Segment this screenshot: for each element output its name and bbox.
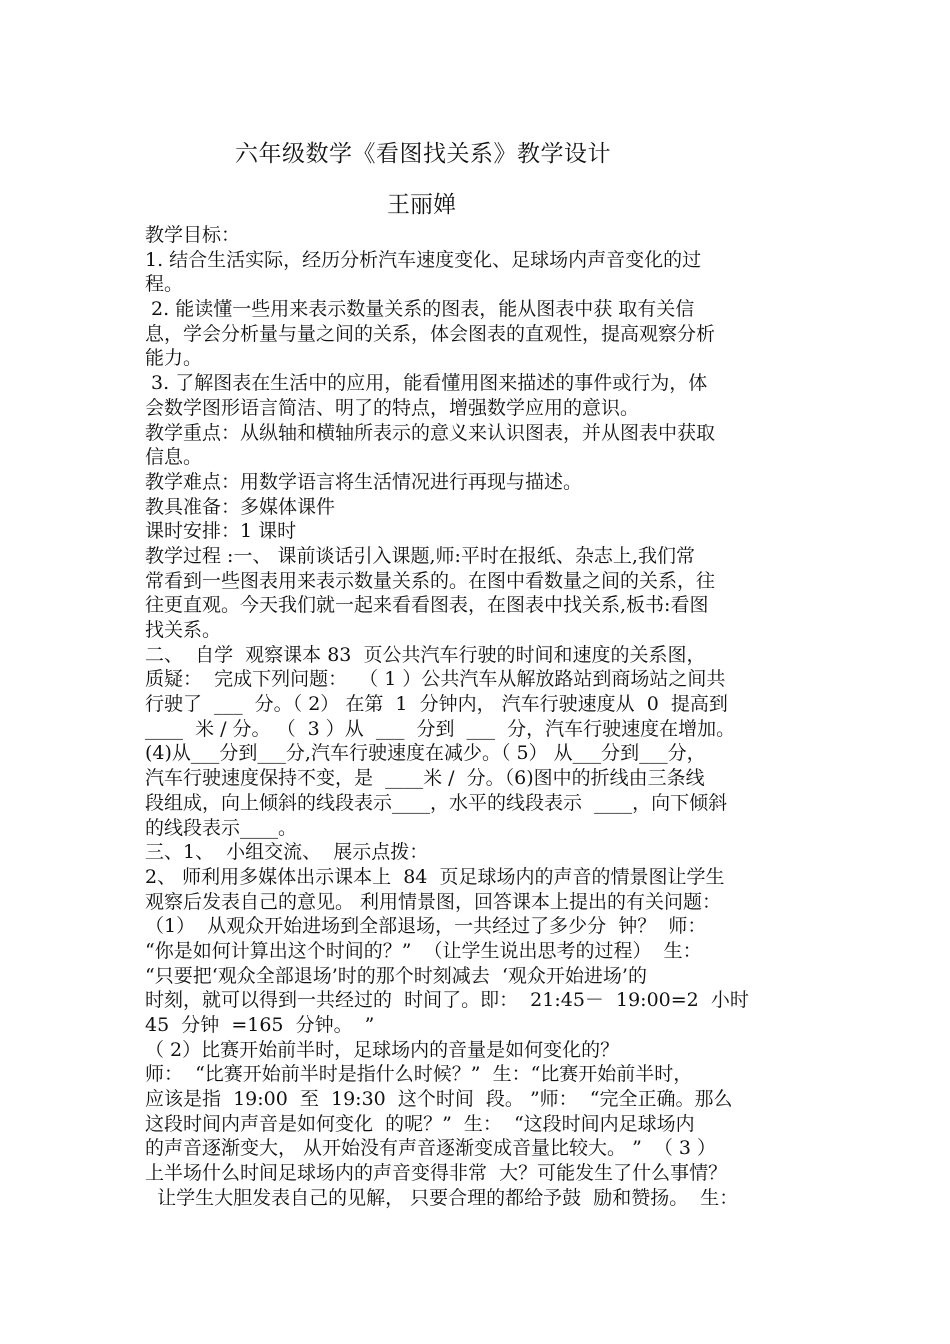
body-text-line: 时刻，就可以得到一共经过的 时间了。即： 21:45－ 19:00=2 小时 xyxy=(145,989,749,1012)
body-text-line: “你是如何计算出这个时间的？” （让学生说出思考的过程） 生： xyxy=(145,939,702,962)
body-text-line: 上半场什么时间足球场内的声音变得非常 大？可能发生了什么事情？ xyxy=(145,1162,728,1185)
body-text-line: （ 2）比赛开始前半时，足球场内的音量是如何变化的？ xyxy=(145,1038,620,1061)
body-text-line: 45 分钟 =165 分钟。 ” xyxy=(145,1014,375,1036)
body-text-line: 常看到一些图表用来表示数量关系的。在图中看数量之间的关系，往 xyxy=(145,569,716,592)
body-text-line: 教学目标： xyxy=(145,224,241,246)
body-text-line: 找关系。 xyxy=(145,619,222,641)
body-text-line: 汽车行驶速度保持不变，是 ____米 / 分。（6)图中的折线由三条线 xyxy=(145,767,705,790)
body-text-line: 段组成，向上倾斜的线段表示____，水平的线段表示 ____，向下倾斜 xyxy=(145,791,728,814)
body-text-line: 1. 结合生活实际，经历分析汽车速度变化、足球场内声音变化的过 xyxy=(145,248,702,271)
body-text-line: 信息。 xyxy=(145,446,203,469)
body-text-line: 息，学会分析量与量之间的关系，体会图表的直观性，提高观察分析 xyxy=(145,322,716,345)
body-text-line: 教具准备：多媒体课件 xyxy=(145,495,336,518)
body-text-line: 教学过程 :一、 课前谈话引入课题,师:平时在报纸、杂志上,我们常 xyxy=(145,544,695,567)
body-text-line: （1） 从观众开始进场到全部退场，一共经过了多少分 钟？ 师： xyxy=(145,915,707,938)
body-text-line: 让学生大胆发表自己的见解， 只要合理的都给予鼓 励和赞扬。 生： xyxy=(145,1186,739,1209)
document-author: 王丽婵 xyxy=(387,192,456,218)
body-text-line: 课时安排：1 课时 xyxy=(145,520,297,543)
document-body xyxy=(145,223,815,1211)
body-text-line: 教学重点：从纵轴和横轴所表示的意义来认识图表，并从图表中获取 xyxy=(145,421,716,444)
body-text-line: 行驶了 ___ 分。（ 2） 在第 1 分钟内， 汽车行驶速度从 0 提高到 xyxy=(145,693,728,716)
body-text-line: 师： “比赛开始前半时是指什么时候？” 生：“比赛开始前半时， xyxy=(145,1063,693,1086)
body-text-line: ____ 米 / 分。 （ 3 ）从 ___ 分到 ___ 分，汽车行驶速度在增加。 xyxy=(145,717,736,740)
body-text-line: (4)从___分到___分,汽车行驶速度在减少。（ 5） 从___分到___分， xyxy=(145,742,706,765)
body-text-line: 程。 xyxy=(145,273,184,296)
body-text-line: 的线段表示____。 xyxy=(145,816,298,839)
body-text-line: 2. 能读懂一些用来表示数量关系的图表，能从图表中获 取有关信 xyxy=(145,298,695,321)
body-text-line: 的声音逐渐变大， 从开始没有声音逐渐变成音量比较大。 ” （ 3 ） xyxy=(145,1137,717,1160)
body-text-line: 能力。 xyxy=(145,347,203,370)
body-text-line: “只要把‘观众全部退场’时的那个时刻减去 ‘观众开始进场’的 xyxy=(145,964,647,987)
body-text-line: 教学难点：用数学语言将生活情况进行再现与描述。 xyxy=(145,470,583,493)
body-text-line: 3. 了解图表在生活中的应用，能看懂用图来描述的事件或行为，体 xyxy=(145,372,708,395)
body-text-line: 三、1、 小组交流、 展示点拨： xyxy=(145,841,429,864)
body-text-line: 观察后发表自己的意见。 利用情景图，回答课本上提出的有关问题： xyxy=(145,890,722,913)
body-text-line: 二、 自学 观察课本 83 页公共汽车行驶的时间和速度的关系图， xyxy=(145,643,706,666)
body-text-line: 这段时间内声音是如何变化 的呢？” 生： “这段时间内足球场内 xyxy=(145,1112,695,1135)
body-text-line: 往更直观。今天我们就一起来看看图表，在图表中找关系,板书:看图 xyxy=(145,594,709,617)
body-text-line: 2、 师利用多媒体出示课本上 84 页足球场内的声音的情景图让学生 xyxy=(145,865,725,888)
body-text-line: 应该是指 19:00 至 19:30 这个时间 段。 ”师： “完全正确。那么 xyxy=(145,1088,733,1111)
document-title: 六年级数学《看图找关系》教学设计 xyxy=(235,141,611,167)
body-text-line: 质疑： 完成下列问题： （ 1 ）公共汽车从解放路站到商场站之间共 xyxy=(145,668,726,691)
body-text-line: 会数学图形语言简洁、明了的特点，增强数学应用的意识。 xyxy=(145,396,640,419)
